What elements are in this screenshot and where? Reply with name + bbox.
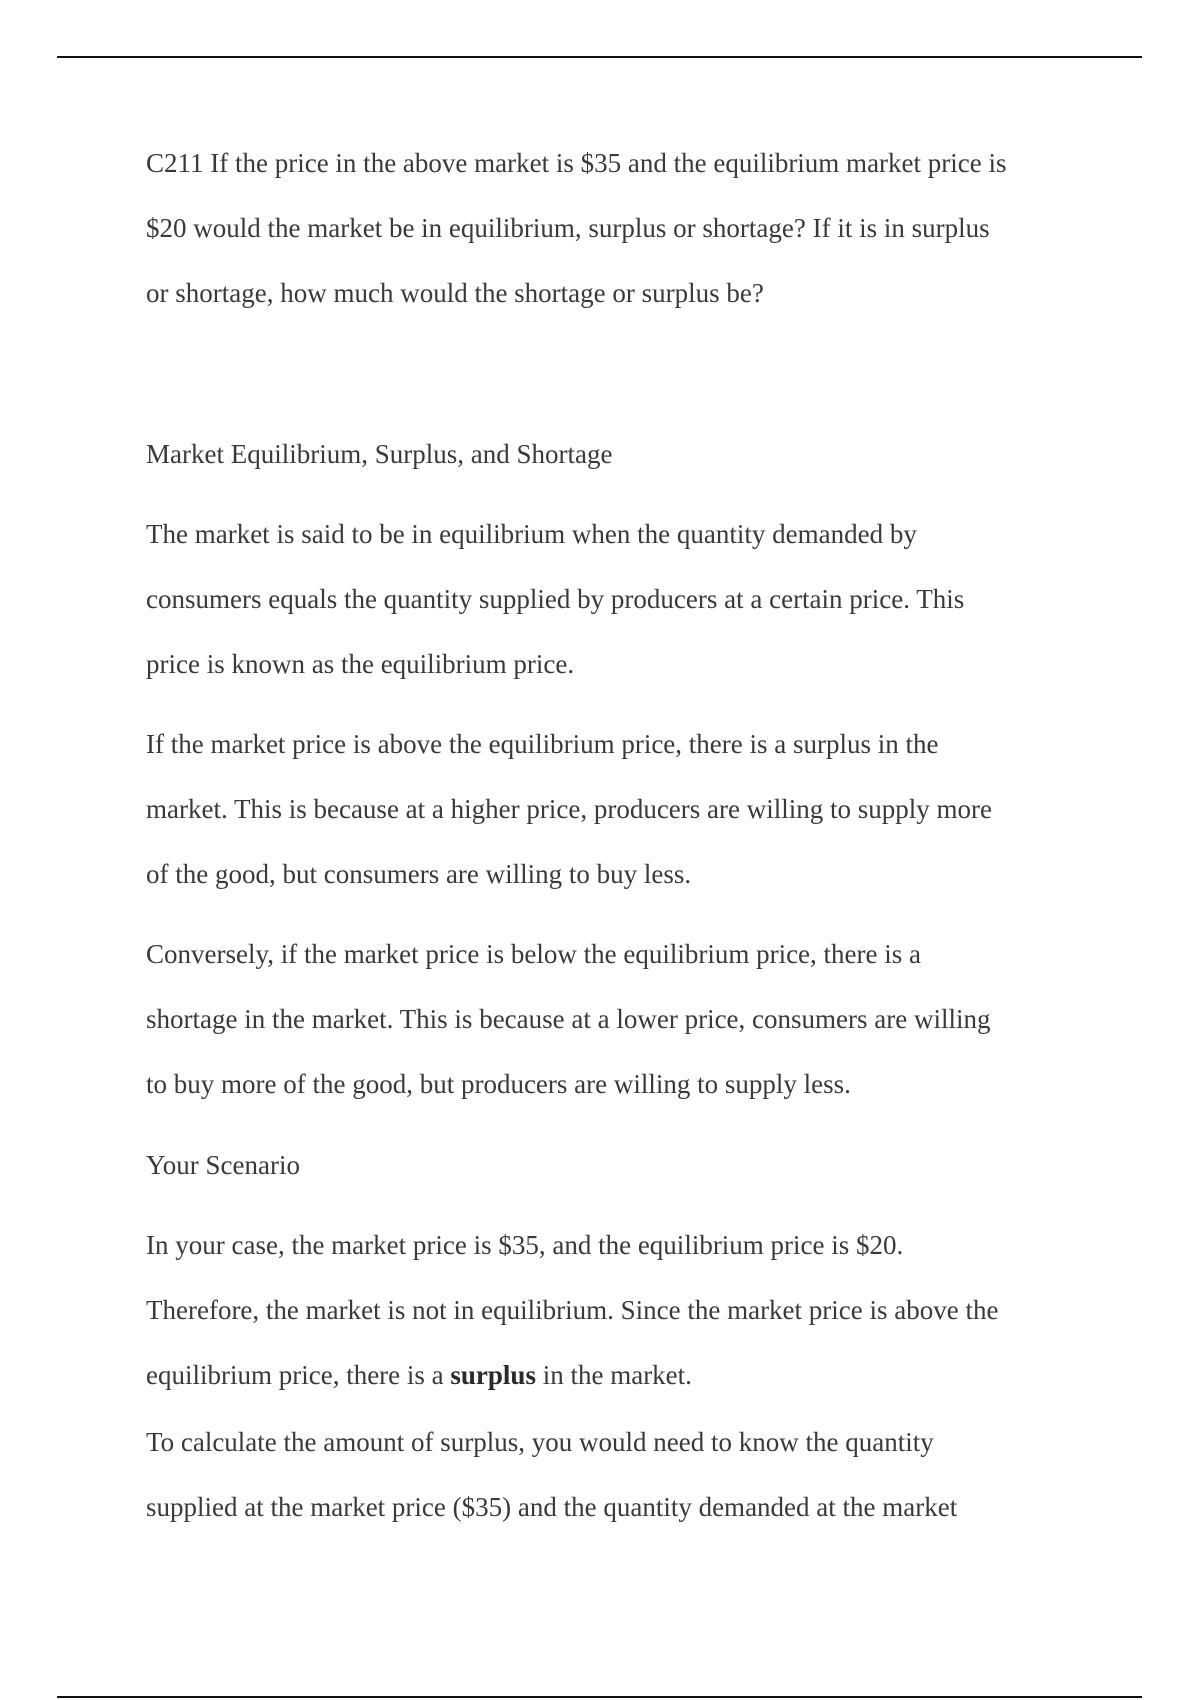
paragraph-line (146, 1343, 1066, 1408)
shortage-paragraph (146, 922, 1066, 1117)
paragraph-line: to buy more of the good, but producers are willing to supply less. (146, 1069, 851, 1099)
question-line: or shortage, how much would the shortage or surplus be? (146, 278, 764, 308)
paragraph-line: of the good, but consumers are willing to buy less. (146, 859, 692, 889)
surplus-paragraph (146, 712, 1066, 907)
paragraph-line: market. This is because at a higher price, producers are willing to supply more (146, 794, 992, 824)
paragraph-line: price is known as the equilibrium price. (146, 649, 575, 679)
question-line: $20 would the market be in equilibrium, surplus or shortage? If it is in surplus (146, 213, 990, 243)
scenario-heading: Your Scenario (146, 1150, 300, 1180)
paragraph-line: If the market price is above the equilibrium price, there is a surplus in the (146, 729, 939, 759)
top-rule (57, 56, 1142, 58)
equilibrium-paragraph (146, 502, 1066, 697)
paragraph-line: consumers equals the quantity supplied by producers at a certain price. This (146, 584, 965, 614)
paragraph-line: In your case, the market price is $35, and the equilibrium price is $20. (146, 1230, 904, 1260)
scenario-text: in the market. (535, 1360, 692, 1390)
scenario-text: equilibrium price, there is a (146, 1360, 451, 1390)
bottom-rule (57, 1696, 1142, 1698)
paragraph-line: Conversely, if the market price is below the equilibrium price, there is a (146, 939, 921, 969)
paragraph-line: Therefore, the market is not in equilibrium. Since the market price is above the (146, 1295, 999, 1325)
question-paragraph (146, 131, 1066, 326)
scenario-paragraph (146, 1213, 1066, 1408)
calculation-paragraph (146, 1410, 1066, 1540)
section-heading: Market Equilibrium, Surplus, and Shortage (146, 439, 613, 469)
paragraph-line: supplied at the market price ($35) and the quantity demanded at the market (146, 1492, 958, 1522)
paragraph-line: To calculate the amount of surplus, you would need to know the quantity (146, 1427, 934, 1457)
paragraph-line: shortage in the market. This is because at a lower price, consumers are willing (146, 1004, 991, 1034)
surplus-emphasis: surplus (450, 1360, 536, 1390)
paragraph-line: The market is said to be in equilibrium when the quantity demanded by (146, 519, 917, 549)
question-line: C211 If the price in the above market is $35 and the equilibrium market price is (146, 148, 1007, 178)
